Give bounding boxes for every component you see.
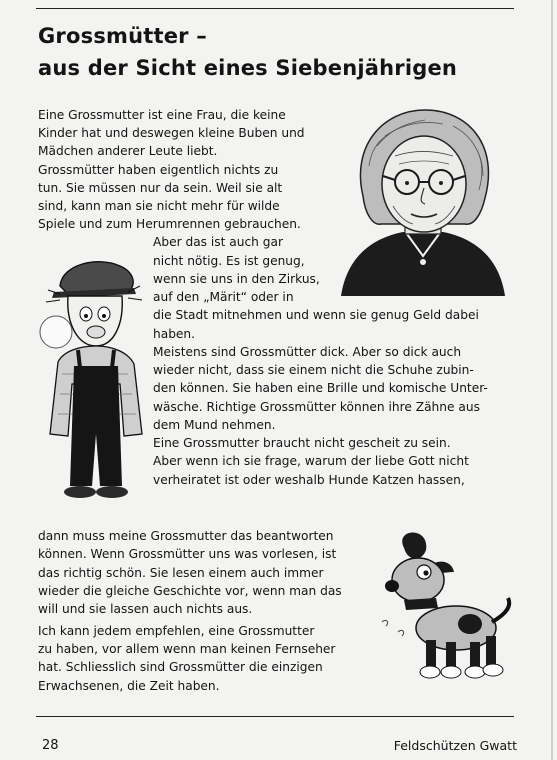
body-line: Erwachsenen, die Zeit haben. — [38, 679, 220, 693]
body-line: sind, kann man sie nicht mehr für wilde — [38, 199, 280, 213]
body-line: Eine Grossmutter ist eine Frau, die keine — [38, 108, 286, 122]
body-line: haben. — [153, 327, 196, 341]
body-line: Kinder hat und deswegen kleine Buben und — [38, 126, 305, 140]
body-line: Spiele und zum Herumrennen gebrauchen. — [38, 217, 301, 231]
body-line: Aber wenn ich sie frage, warum der liebe Gott nicht — [153, 454, 469, 468]
body-line: Eine Grossmutter braucht nicht gescheit zu sein. — [153, 436, 451, 450]
page-edge — [551, 0, 553, 760]
body-line: können. Wenn Grossmütter uns was vorlesen, ist — [38, 547, 337, 561]
body-line: wäsche. Richtige Grossmütter können ihre Zähne aus — [153, 400, 480, 414]
body-line: verheiratet ist oder weshalb Hunde Katzen hassen, — [153, 473, 465, 487]
top-rule — [36, 8, 514, 9]
publication-name: Feldschützen Gwatt — [393, 738, 517, 753]
body-line: auf den „Märit“ oder in — [153, 290, 294, 304]
body-line: das richtig schön. Sie lesen einem auch immer — [38, 566, 324, 580]
body-line: zu haben, vor allem wenn man keinen Fernseher — [38, 642, 336, 656]
body-line: nicht nötig. Es ist genug, — [153, 254, 305, 268]
body-line: dann muss meine Grossmutter das beantworten — [38, 529, 334, 543]
body-line: tun. Sie müssen nur da sein. Weil sie alt — [38, 181, 283, 195]
title-line-1: Grossmütter – — [38, 24, 207, 48]
body-line: wieder nicht, dass sie einem nicht die Schuhe zubin- — [153, 363, 474, 377]
page-number: 28 — [42, 738, 59, 753]
body-line: Mädchen anderer Leute liebt. — [38, 144, 218, 158]
body-line: hat. Schliesslich sind Grossmütter die einzigen — [38, 660, 323, 674]
body-line: dem Mund nehmen. — [153, 418, 276, 432]
body-line: die Stadt mitnehmen und wenn sie genug Geld dabei — [153, 308, 479, 322]
bottom-rule — [36, 716, 514, 717]
dog-illustration — [374, 528, 514, 690]
body-line: will und sie lassen auch nichts aus. — [38, 602, 253, 616]
body-line: den können. Sie haben eine Brille und komische Unter- — [153, 381, 488, 395]
boy-illustration — [38, 254, 150, 500]
body-line: wieder die gleiche Geschichte vor, wenn man das — [38, 584, 342, 598]
body-line: Meistens sind Grossmütter dick. Aber so dick auch — [153, 345, 462, 359]
grandmother-illustration — [333, 106, 513, 296]
body-line: wenn sie uns in den Zirkus, — [153, 272, 320, 286]
body-line: Ich kann jedem empfehlen, eine Grossmutter — [38, 624, 315, 638]
body-line: Aber das ist auch gar — [153, 235, 283, 249]
title-line-2: aus der Sicht eines Siebenjährigen — [38, 56, 458, 80]
article-title — [38, 20, 508, 84]
body-line: Grossmütter haben eigentlich nichts zu — [38, 163, 279, 177]
